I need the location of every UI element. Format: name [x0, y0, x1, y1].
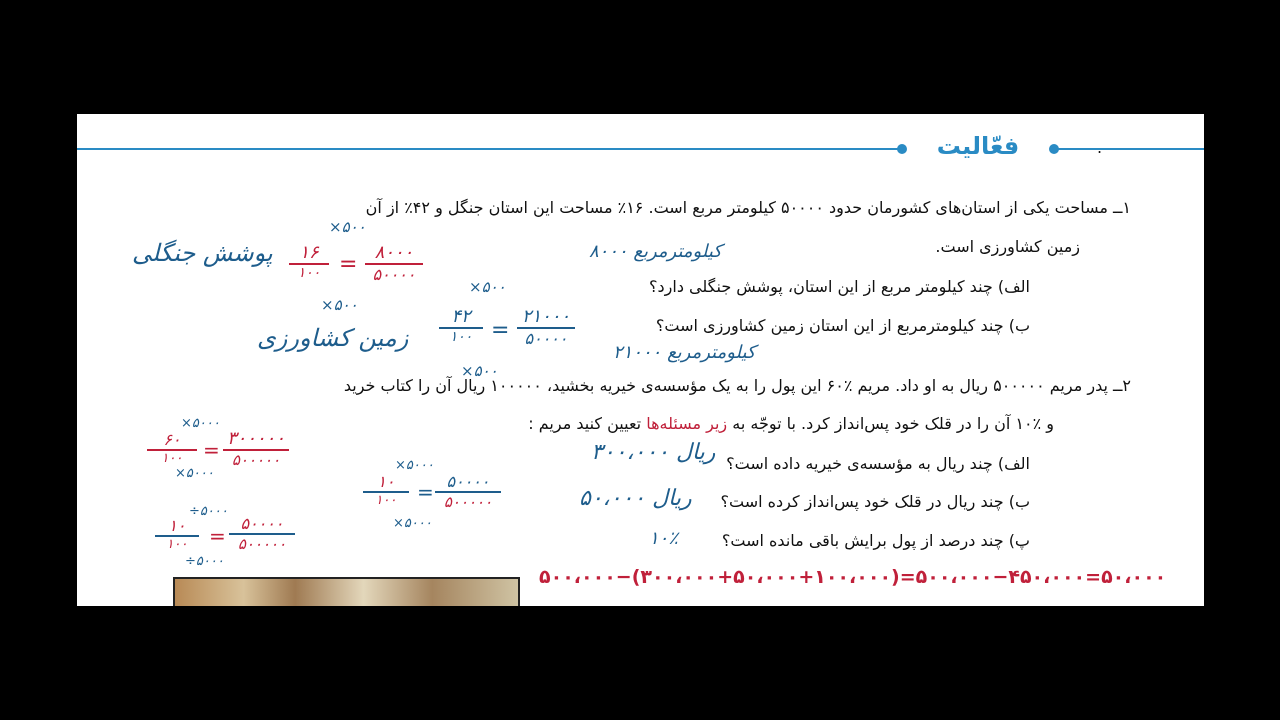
extra-div-bottom: ÷۵۰۰۰	[185, 554, 224, 569]
q2-line2	[528, 414, 1054, 433]
extra-result-num: ۵۰۰۰۰	[240, 514, 284, 533]
farm-label: زمین کشاورزی	[257, 324, 409, 352]
forest-mult-top: ×۵۰۰	[329, 218, 366, 236]
header-rule-left	[77, 148, 903, 150]
farm-fraction	[439, 306, 483, 345]
header-rule-right	[1057, 148, 1204, 150]
forest-frac-den: ۱۰۰	[297, 265, 321, 281]
farm-result	[517, 306, 575, 348]
forest-mult-bottom: ×۵۰۰	[321, 296, 358, 314]
savings-result-den: ۵۰۰۰۰۰	[443, 493, 493, 511]
q1-part-b: ب) چند کیلومترمربع از این استان زمین کشاورزی است؟	[655, 316, 1030, 335]
extra-frac-num: ۱۰	[168, 516, 186, 535]
forest-label: پوشش جنگلی	[132, 239, 273, 267]
charity-answer: ریال ۳۰۰،۰۰۰	[591, 440, 716, 465]
q2-part-b: ب) چند ریال در قلک خود پس‌انداز کرده است؟	[720, 492, 1030, 511]
savings-equals: =	[417, 480, 434, 504]
savings-mult-bottom: ×۵۰۰۰	[393, 516, 432, 531]
farm-result-num: ۲۱۰۰۰	[521, 306, 571, 327]
q2-part-c: پ) چند درصد از پول برایش باقی مانده است؟	[721, 531, 1030, 550]
extra-result	[229, 514, 295, 553]
charity-result-num: ۳۰۰۰۰۰	[226, 428, 285, 449]
extra-fraction	[155, 516, 199, 552]
forest-result-num: ۸۰۰۰	[374, 242, 414, 263]
q1-line2: زمین کشاورزی است.	[935, 237, 1080, 256]
charity-fraction	[147, 430, 197, 466]
extra-frac-den: ۱۰۰	[166, 537, 188, 552]
forest-result-den: ۵۰۰۰۰	[372, 265, 416, 284]
forest-equals: =	[339, 252, 358, 277]
savings-fraction	[363, 472, 409, 508]
corner-mark: .	[1097, 138, 1103, 157]
savings-answer: ریال ۵۰،۰۰۰	[579, 486, 692, 511]
farm-frac-num: ۴۲	[451, 306, 471, 327]
savings-frac-num: ۱۰	[377, 472, 395, 491]
forest-fraction	[289, 242, 329, 281]
savings-result	[435, 472, 501, 511]
extra-div-top: ÷۵۰۰۰	[189, 504, 228, 519]
percent-answer: ۱۰٪	[649, 528, 679, 549]
farm-result-den: ۵۰۰۰۰	[524, 329, 568, 348]
q2-part-a: الف) چند ریال به مؤسسه‌ی خیریه داده است؟	[726, 454, 1030, 473]
header-dot-left	[897, 144, 907, 154]
q1-part-a: الف) چند کیلومتر مربع از این استان، پوشش جنگلی دارد؟	[649, 277, 1030, 296]
charity-mult-bottom: ×۵۰۰۰	[175, 466, 214, 481]
final-equation: ۵۰۰،۰۰۰−(۳۰۰،۰۰۰+۵۰،۰۰۰+۱۰۰،۰۰۰)=۵۰۰،۰۰۰−۴۵۰،۰۰۰=۵۰،۰۰۰	[539, 566, 1167, 588]
farm-mult-bottom: ×۵۰۰	[461, 362, 498, 380]
charity-frac-den: ۱۰۰	[161, 451, 183, 466]
charity-result	[223, 428, 289, 469]
farm-answer: کیلومترمربع ۲۱۰۰۰	[613, 342, 756, 363]
q2-line2-end: تعیین کنید مریم :	[528, 414, 642, 433]
textbook-page	[77, 114, 1204, 606]
forest-frac-num: ۱۶	[299, 242, 319, 263]
forest-answer: کیلومترمربع ۸۰۰۰	[589, 241, 722, 262]
charity-equals: =	[203, 438, 220, 462]
savings-result-num: ۵۰۰۰۰	[446, 472, 490, 491]
charity-frac-num: ۶۰	[163, 430, 181, 449]
savings-mult-top: ×۵۰۰۰	[395, 458, 434, 473]
farm-equals: =	[491, 318, 510, 343]
forest-result	[365, 242, 423, 284]
charity-mult-top: ×۵۰۰۰	[181, 416, 220, 431]
q2-line2-highlight: زیر مسئله‌ها	[646, 414, 728, 433]
extra-equals: =	[209, 524, 226, 548]
q1-line1: ۱ــ مساحت یکی از استان‌های کشورمان حدود ۵۰۰۰۰ کیلومتر مربع است. ۱۶٪ مساحت این استان جنگل و ۴۲٪ از آن	[365, 198, 1131, 217]
charity-result-den: ۵۰۰۰۰۰	[231, 451, 281, 469]
savings-frac-den: ۱۰۰	[375, 493, 397, 508]
illustration-photo	[173, 577, 520, 606]
q2-line2-start: و ٪۱۰ آن را در قلک خود پس‌انداز کرد. با توجّه به	[732, 414, 1054, 433]
section-title: فعّالیت	[936, 132, 1020, 160]
q2-line1: ۲ــ پدر مریم ۵۰۰۰۰۰ ریال به او داد. مریم ٪۶۰ این پول را به یک مؤسسه‌ی خیریه بخشید، ۱۰۰۰۰۰ ریال آن را کتاب خرید	[343, 376, 1131, 395]
extra-result-den: ۵۰۰۰۰۰	[237, 535, 287, 553]
farm-frac-den: ۱۰۰	[449, 329, 473, 345]
farm-mult-top: ×۵۰۰	[469, 278, 506, 296]
